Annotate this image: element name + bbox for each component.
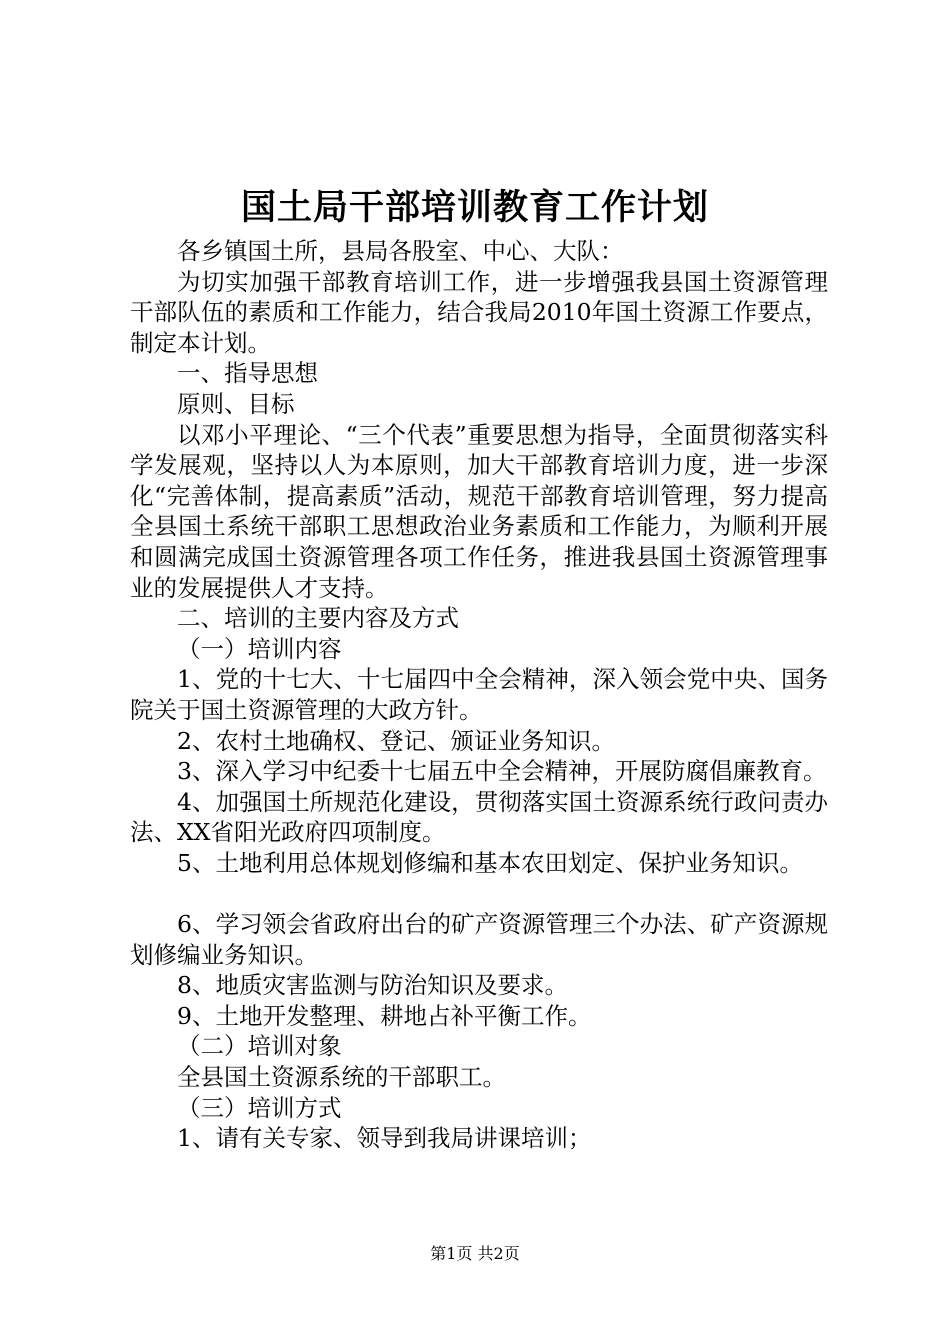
list-item-6: 6、学习领会省政府出台的矿产资源管理三个办法、矿产资源规划修编业务知识。 [130, 910, 828, 969]
list-item-5: 5、土地利用总体规划修编和基本农田划定、保护业务知识。 [177, 848, 803, 877]
list-item-3: 3、深入学习中纪委十七届五中全会精神，开展防腐倡廉教育。 [177, 757, 827, 786]
list-item-2: 2、农村土地确权、登记、颁证业务知识。 [177, 726, 615, 755]
heading-principles-goals: 原则、目标 [177, 389, 295, 418]
paragraph-intro: 为切实加强干部教育培训工作，进一步增强我县国土资源管理干部队伍的素质和工作能力，结合我局2010年国土资源工作要点，制定本计划。 [130, 267, 828, 357]
list-item-9: 9、土地开发整理、耕地占补平衡工作。 [177, 1001, 592, 1030]
subheading-training-content: （一）培训内容 [177, 634, 342, 663]
list-item-1: 1、党的十七大、十七届四中全会精神，深入领会党中央、国务院关于国土资源管理的大政方针。 [130, 665, 828, 724]
list-item-4: 4、加强国土所规范化建设，贯彻落实国土资源系统行政问责办法、XX省阳光政府四项制度。 [130, 787, 828, 847]
list-item-method-1: 1、请有关专家、领导到我局讲课培训； [177, 1124, 592, 1153]
subheading-training-methods: （三）培训方式 [177, 1093, 342, 1122]
heading-guiding-thought: 一、指导思想 [177, 359, 318, 388]
document-body [130, 236, 828, 1154]
paragraph-salutation: 各乡镇国土所，县局各股室、中心、大队： [177, 237, 624, 265]
subheading-training-targets: （二）培训对象 [177, 1032, 342, 1061]
list-item-8: 8、地质灾害监测与防治知识及要求。 [177, 971, 568, 1000]
paragraph-training-targets: 全县国土资源系统的干部职工。 [177, 1063, 506, 1092]
paragraph-guiding-content: 以邓小平理论、“三个代表”重要思想为指导，全面贯彻落实科学发展观，坚持以人为本原则，加大干部教育培训力度，进一步深化“完善体制，提高素质”活动，规范干部教育培训管理，努力提高全县国土系统干部职工思想政治业务素质和工作能力，为顺利开展和圆满完成国土资源管理各项工作任务，推进我县国土资源管理事业的发展提供人才支持。 [130, 420, 828, 602]
document-title: 国土局干部培训教育工作计划 [240, 187, 709, 228]
page-footer: 第1页 共2页 [430, 1244, 520, 1263]
heading-training-content-methods: 二、培训的主要内容及方式 [177, 604, 459, 633]
